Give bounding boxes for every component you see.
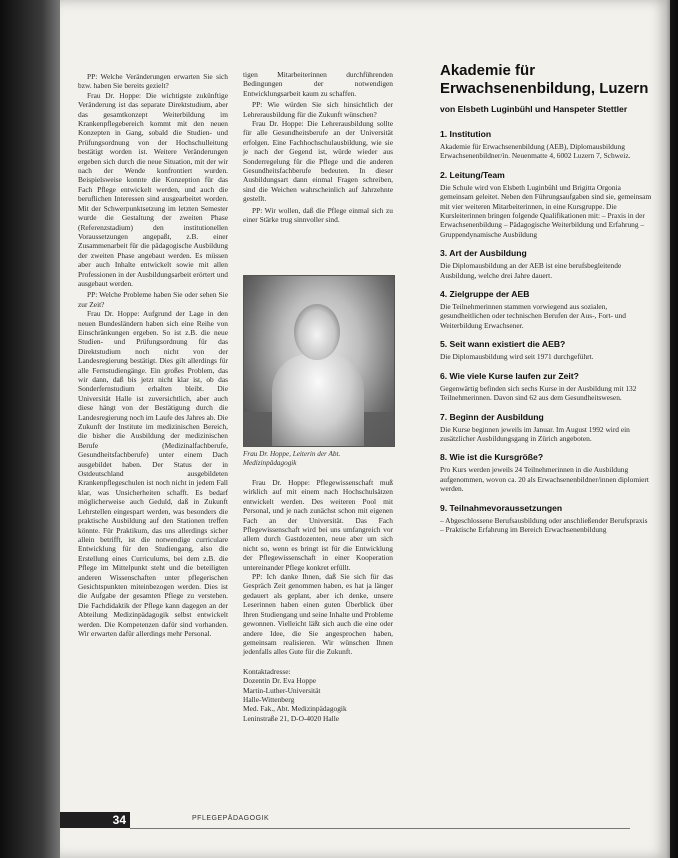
section <box>440 248 652 280</box>
contact-line: Leninstraße 21, D-O-4020 Halle <box>243 713 340 723</box>
contact-address <box>243 667 393 723</box>
footer-rule <box>130 828 630 829</box>
paragraph: Frau Dr. Hoppe: Die Lehrerausbildung sollte für alle Gesundheitsberufe an der Universität erfolgen. Eine Fachhochschulausbildung, wie sie je nach der Gegend ist, würde wieder aus Sonderregelung für die Pflege und die anderen Gesundheitsfachberufe bedeuten. In dieser Ausbildungsart dann einmal Fragen schreiben, sind die Weichen wahrscheinlich auf Jahrzehnte gestellt. <box>243 119 393 204</box>
paragraph: PP: Welche Probleme haben Sie oder sehen Sie zur Zeit? <box>78 290 228 309</box>
photo-person-body <box>272 354 364 446</box>
section-text: Die Kurse beginnen jeweils im Januar. Im August 1992 wird ein zusätzlicher Ausbildungsgang in Zürich angeboten. <box>440 424 630 443</box>
portrait-photo <box>243 275 395 447</box>
photo-caption: Frau Dr. Hoppe, Leiterin der Abt. Medizinpädagogik <box>243 450 341 467</box>
section <box>440 371 652 403</box>
section-text: Die Diplomausbildung an der AEB ist eine berufsbegleitende Ausbildung, welche drei Jahre dauert. <box>440 261 622 280</box>
sidebar-article <box>440 62 652 534</box>
section-text: – Abgeschlossene Berufsausbildung oder anschließender Berufspraxis – Praktische Erfahrung im Bereich Erwachsenenbildung <box>440 515 648 534</box>
contact-line: Kontaktadresse: <box>243 666 291 676</box>
section-heading: 5. Seit wann existiert die AEB? <box>440 339 566 350</box>
section-text: Gegenwärtig befinden sich sechs Kurse in der Ausbildung mit 132 Teilnehmerinnen. Davon sind 62 aus dem Gesundheitswesen. <box>440 383 637 403</box>
article-column-1 <box>78 70 228 638</box>
article-column-2 <box>243 70 393 225</box>
paragraph: PP: Ich danke Ihnen, daß Sie sich für das Gespräch Zeit genommen haben, es hat ja länger gedauert als geplant, aber ich denke, unsere Leserinnen haben einen guten Überblick über Ihren Studiengang und seine Inhalte und Probleme gewonnen. Vielleicht läßt sich auch die eine oder andere Idee, die Sie angesprochen haben, gemeinsam realisieren. Wir wünschen Ihnen jedenfalls alles Gute für die Zukunft. <box>243 572 393 657</box>
section-heading: 7. Beginn der Ausbildung <box>440 411 544 422</box>
contact-line: Martin-Luther-Universität <box>243 685 321 695</box>
section <box>440 170 652 239</box>
section-heading: 6. Wie viele Kurse laufen zur Zeit? <box>440 370 579 381</box>
section-text: Akademie für Erwachsenenbildung (AEB), Diplomausbildung Erwachsenenbildner/in. Neuenmatte 4, 6002 Luzern 7, Schweiz. <box>440 142 631 161</box>
section-heading: 8. Wie ist die Kursgröße? <box>440 452 544 463</box>
sidebar-title: Akademie für Erwachsenenbildung, Luzern <box>440 62 649 97</box>
publication-name: PFLEGEPÄDAGOGIK <box>192 815 270 822</box>
photo-person-head <box>294 304 340 360</box>
page-number: 34 <box>60 812 130 828</box>
section-heading: 1. Institution <box>440 129 492 139</box>
paragraph: Frau Dr. Hoppe: Aufgrund der Lage in den neuen Bundesländern haben sich eine Reihe von Einschränkungen ergeben. So ist z.B. die neue Studien- und Prüfungsordnung für das Direktstudium noch nicht von der Landesregierung bestätigt. Dies gilt allerdings für alle Fernstudiengänge. Ein großes Problem, das wir dann, daß bis jetzt nicht klar ist, ob das Sonderfernstudium erhalten bleibt. Die Universität Halle ist zuversichtlich, aber auch diese hängt von der Bestätigung durch die Landesregierung noch im Laufe des Jahres ab. Die Zukunft der Institute im medizinischen Bereich, die bisher die Ausbildung der medizinischen Berufe (Medizinalfachberufe, Gesundheitsfachberufe) unter einem Dach ausgebildet haben. Der Status der in Ostdeutschland ausgebildeten Krankenpflegeschulen ist noch nicht in jedem Fall klar, was Unsicherheiten schafft. Es bedarf möglicherweise auch Geduld, daß in Zukunft Lehrstellen eingespart werden, was besonders die praktische Ausbildung auf den Stationen treffen könnte. Für Praktikum, das uns allerdings sicher allein betrifft, ist die notwendige curriculare Entwicklung für den Studiengang, also die Erstellung eines Curriculums, bei dem z.B. die Pflege im Mittelpunkt steht und die beteiligten anderen Wissenschaften unter pflegerischen Gesichtspunkten miteinbezogen werden. Dies ist die Aufgabe der gesamten Pflege zu verstehen. Die Fachdidaktik der Pflege kann dagegen an der Abteilung Medizinpädagogik selbst entwickelt werden. Die Kompetenzen dafür sind vorhanden. Wir erwarten dafür allerdings mehr Personal. <box>78 309 228 638</box>
section <box>440 452 652 493</box>
contact-line: Med. Fak., Abt. Medizinpädagogik <box>243 704 347 714</box>
sidebar-authors: von Elsbeth Luginbühl und Hanspeter Stettler <box>440 104 628 114</box>
binding-gutter <box>0 0 60 858</box>
page-edge-shadow <box>666 0 678 858</box>
section <box>440 503 652 535</box>
article-column-2-continued <box>243 478 393 723</box>
section <box>440 412 652 444</box>
section <box>440 129 652 161</box>
section-heading: 4. Zielgruppe der AEB <box>440 289 530 300</box>
section-heading: 3. Art der Ausbildung <box>440 248 527 259</box>
section-text: Pro Kurs werden jeweils 24 Teilnehmerinnen in die Ausbildung aufgenommen, wovon ca. 20 als Erwachsenenbildner/innen diplomiert werden. <box>440 465 649 494</box>
section-text: Die Diplomausbildung wird seit 1971 durchgeführt. <box>440 352 594 362</box>
paragraph: PP: Welche Veränderungen erwarten Sie sich bzw. haben Sie bereits gezielt? <box>78 72 228 91</box>
section <box>440 339 652 361</box>
paragraph: PP: Wir wollen, daß die Pflege einmal sich zu einer Stärke trug sinnvoller sind. <box>243 205 393 225</box>
contact-line: Dozentin Dr. Eva Hoppe <box>243 676 317 686</box>
section-text: Die Schule wird von Elsbeth Luginbühl und Brigitta Orgonia gemeinsam geleitet. Neben den Führungsaufgaben sind sie, gemeinsam mit vier weiteren Mitarbeiterinnen, in eine Kursgruppe. Die Kursleiterinnen bringen folgende Qualifikationen mit: – Praxis in der Erwachsenenbildung – Pädagogische Weiterbildung und Erfahrung – Gruppendynamische Ausbildung <box>440 182 652 239</box>
paragraph: PP: Wie würden Sie sich hinsichtlich der Lehrerausbildung für die Zukunft wünschen? <box>243 100 393 119</box>
paragraph: Frau Dr. Hoppe: Die wichtigste zukünftige Veränderung ist das separate Direktstudium, aber das gesamtkonzept Weiterbildung im Krankenpflegebereich kommt mit den neuen Konzepten in Gang, sobald die Studien- und Prüfungsordnung von der Hochschulleitung bestätigt worden ist. Weitere Veränderungen ergeben sich durch die neue Situation, mit der wir nach der Wende konfrontiert wurden. Beispielsweise konnte die Konzeption für das Fach Pflege entwickelt werden, und auch die beruflichen Interessen sind ausgearbeitet worden. Mit der Schwerpunktsetzung im letzten Semester wurde die Gestaltung der zweiten Phase (Referenzstadium) den institutionellen Voraussetzungen angepaßt, z.B. einer Zusammenarbeit für die pädagogische Ausbildung der zweiten Phase angebaut werden. Es müssen aber auch Inhalte entwickelt sowie mit allen Professionen in der Ausbildungsarbeit erörtert und ausgebaut werden. <box>78 90 228 288</box>
section-heading: 9. Teilnahmevoraussetzungen <box>440 502 563 513</box>
paragraph: Frau Dr. Hoppe: Pflegewissenschaft muß wirklich auf mit einem nach Hochschulsätzen entwickelt werden. Des weiteren Pool mit Personal, und je nach zunächst schon mit eigenen Fach an der Universität. Das Fach Pflegewissenschaft wird bei uns umfangreich vor allem durch Gastdozenten, neue aber um sich nicht so, wenn es bringt ist für die Entwicklung der Pflegewissenschaft in einer Kooperation untereinander Pflege konkret erfüllt. <box>243 478 393 572</box>
section-text: Die Teilnehmerinnen stammen vorwiegend aus sozialen, gesundheitlichen oder technischen Berufen der Aus-, Fort- und Weiterbildung Erwachsener. <box>440 302 626 330</box>
contact-line: Halle-Wittenberg <box>243 694 295 704</box>
section <box>440 289 652 330</box>
paragraph: tigen Mitarbeiterinnen durchführenden Bedingungen der notwendigen Entwicklungsarbeit kaum zu schaffen. <box>243 70 393 98</box>
section-heading: 2. Leitung/Team <box>440 169 505 180</box>
